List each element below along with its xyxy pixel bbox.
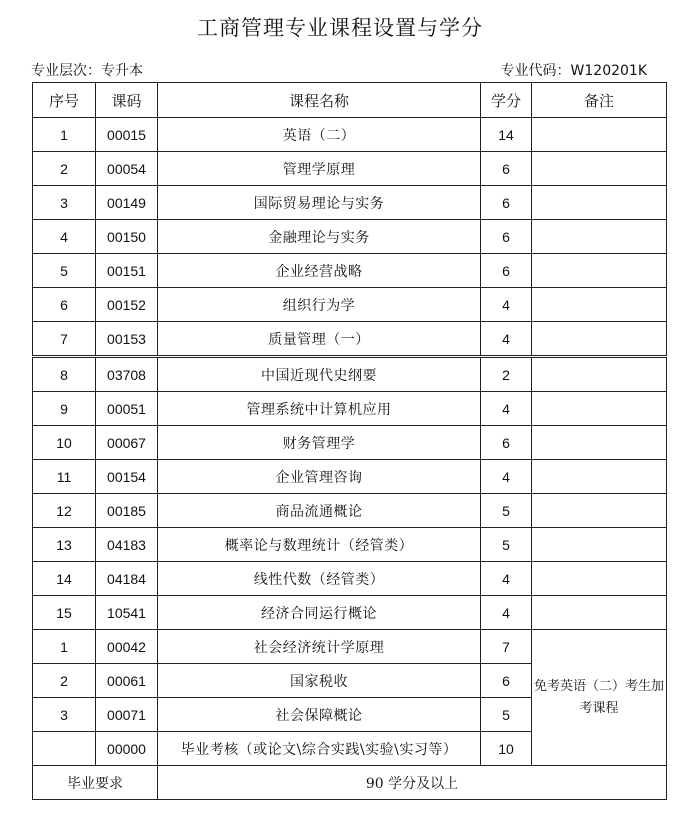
cell-credit: 5: [481, 494, 532, 528]
table-row: [33, 288, 667, 322]
cell-seq: 6: [33, 288, 96, 322]
cell-seq: 3: [33, 698, 96, 732]
cell-seq: 10: [33, 426, 96, 460]
cell-course-name: 国家税收: [158, 664, 481, 698]
table-row: [33, 118, 667, 152]
table-header-row: [33, 83, 667, 118]
cell-code: 04184: [96, 562, 158, 596]
graduation-row: [33, 766, 667, 800]
cell-credit: 4: [481, 322, 532, 357]
table-row: [33, 220, 667, 254]
cell-credit: 6: [481, 664, 532, 698]
cell-course-name: 毕业考核（或论文\综合实践\实验\实习等）: [158, 732, 481, 766]
cell-note: [532, 392, 667, 426]
table-row: [33, 596, 667, 630]
table-row: [33, 630, 667, 664]
cell-note: [532, 528, 667, 562]
cell-course-name: 管理系统中计算机应用: [158, 392, 481, 426]
cell-note: [532, 152, 667, 186]
table-row: [33, 254, 667, 288]
header-seq: 序号: [33, 83, 96, 118]
table-row: [33, 392, 667, 426]
cell-seq: 7: [33, 322, 96, 357]
cell-note: [532, 254, 667, 288]
cell-course-name: 企业管理咨询: [158, 460, 481, 494]
cell-credit: 4: [481, 596, 532, 630]
cell-note: [532, 562, 667, 596]
major-level: 专业层次：专升本: [31, 63, 143, 79]
cell-seq: 11: [33, 460, 96, 494]
cell-credit: 6: [481, 426, 532, 460]
cell-credit: 4: [481, 562, 532, 596]
cell-code: 00185: [96, 494, 158, 528]
cell-code: 00015: [96, 118, 158, 152]
cell-seq: 9: [33, 392, 96, 426]
cell-code: 00061: [96, 664, 158, 698]
cell-code: 00152: [96, 288, 158, 322]
cell-course-name: 社会保障概论: [158, 698, 481, 732]
cell-code: 03708: [96, 357, 158, 392]
table-row: [33, 152, 667, 186]
table-row: [33, 357, 667, 392]
cell-code: 00042: [96, 630, 158, 664]
header-credit: 学分: [481, 83, 532, 118]
graduation-requirement: 90 学分及以上: [158, 766, 667, 800]
cell-course-name: 国际贸易理论与实务: [158, 186, 481, 220]
cell-course-name: 线性代数（经管类）: [158, 562, 481, 596]
cell-code: 00150: [96, 220, 158, 254]
cell-credit: 4: [481, 288, 532, 322]
cell-credit: 5: [481, 698, 532, 732]
cell-credit: 4: [481, 392, 532, 426]
cell-course-name: 金融理论与实务: [158, 220, 481, 254]
header-note: 备注: [532, 83, 667, 118]
table-row: [33, 186, 667, 220]
cell-seq: 5: [33, 254, 96, 288]
cell-course-name: 组织行为学: [158, 288, 481, 322]
table-row: [33, 426, 667, 460]
cell-code: 00153: [96, 322, 158, 357]
cell-course-name: 概率论与数理统计（经管类）: [158, 528, 481, 562]
cell-seq: 3: [33, 186, 96, 220]
cell-note: [532, 186, 667, 220]
cell-course-name: 企业经营战略: [158, 254, 481, 288]
cell-code: 00067: [96, 426, 158, 460]
cell-code: 00151: [96, 254, 158, 288]
course-table: [32, 82, 667, 800]
cell-seq: 8: [33, 357, 96, 392]
cell-note: [532, 118, 667, 152]
cell-credit: 5: [481, 528, 532, 562]
table-row: [33, 460, 667, 494]
cell-course-name: 社会经济统计学原理: [158, 630, 481, 664]
cell-seq: 1: [33, 118, 96, 152]
cell-course-name: 经济合同运行概论: [158, 596, 481, 630]
cell-note: [532, 494, 667, 528]
cell-credit: 2: [481, 357, 532, 392]
cell-course-name: 英语（二）: [158, 118, 481, 152]
cell-code: 00154: [96, 460, 158, 494]
cell-code: 04183: [96, 528, 158, 562]
cell-seq: [33, 732, 96, 766]
header-name: 课程名称: [158, 83, 481, 118]
cell-seq: 15: [33, 596, 96, 630]
cell-course-name: 质量管理（一）: [158, 322, 481, 357]
header-code: 课码: [96, 83, 158, 118]
cell-note: [532, 460, 667, 494]
cell-course-name: 商品流通概论: [158, 494, 481, 528]
cell-credit: 14: [481, 118, 532, 152]
cell-course-name: 中国近现代史纲要: [158, 357, 481, 392]
cell-course-name: 财务管理学: [158, 426, 481, 460]
cell-note: [532, 288, 667, 322]
table-row: [33, 322, 667, 357]
cell-seq: 1: [33, 630, 96, 664]
cell-note: [532, 596, 667, 630]
cell-note-extra-courses: 免考英语（二）考生加考课程: [532, 630, 667, 766]
cell-seq: 2: [33, 664, 96, 698]
cell-credit: 6: [481, 152, 532, 186]
table-row: [33, 494, 667, 528]
cell-note: [532, 426, 667, 460]
cell-seq: 12: [33, 494, 96, 528]
cell-credit: 10: [481, 732, 532, 766]
cell-seq: 2: [33, 152, 96, 186]
document-title: 工商管理专业课程设置与学分: [197, 16, 483, 40]
cell-code: 10541: [96, 596, 158, 630]
graduation-label: 毕业要求: [33, 766, 158, 800]
cell-credit: 7: [481, 630, 532, 664]
table-row: [33, 562, 667, 596]
cell-seq: 14: [33, 562, 96, 596]
cell-credit: 6: [481, 220, 532, 254]
cell-note: [532, 357, 667, 392]
cell-seq: 13: [33, 528, 96, 562]
cell-code: 00000: [96, 732, 158, 766]
cell-code: 00149: [96, 186, 158, 220]
major-code: 专业代码：W120201K: [500, 63, 647, 79]
cell-code: 00051: [96, 392, 158, 426]
cell-seq: 4: [33, 220, 96, 254]
cell-code: 00071: [96, 698, 158, 732]
cell-note: [532, 220, 667, 254]
cell-credit: 6: [481, 186, 532, 220]
cell-credit: 6: [481, 254, 532, 288]
cell-course-name: 管理学原理: [158, 152, 481, 186]
cell-code: 00054: [96, 152, 158, 186]
cell-credit: 4: [481, 460, 532, 494]
cell-note: [532, 322, 667, 357]
table-row: [33, 528, 667, 562]
